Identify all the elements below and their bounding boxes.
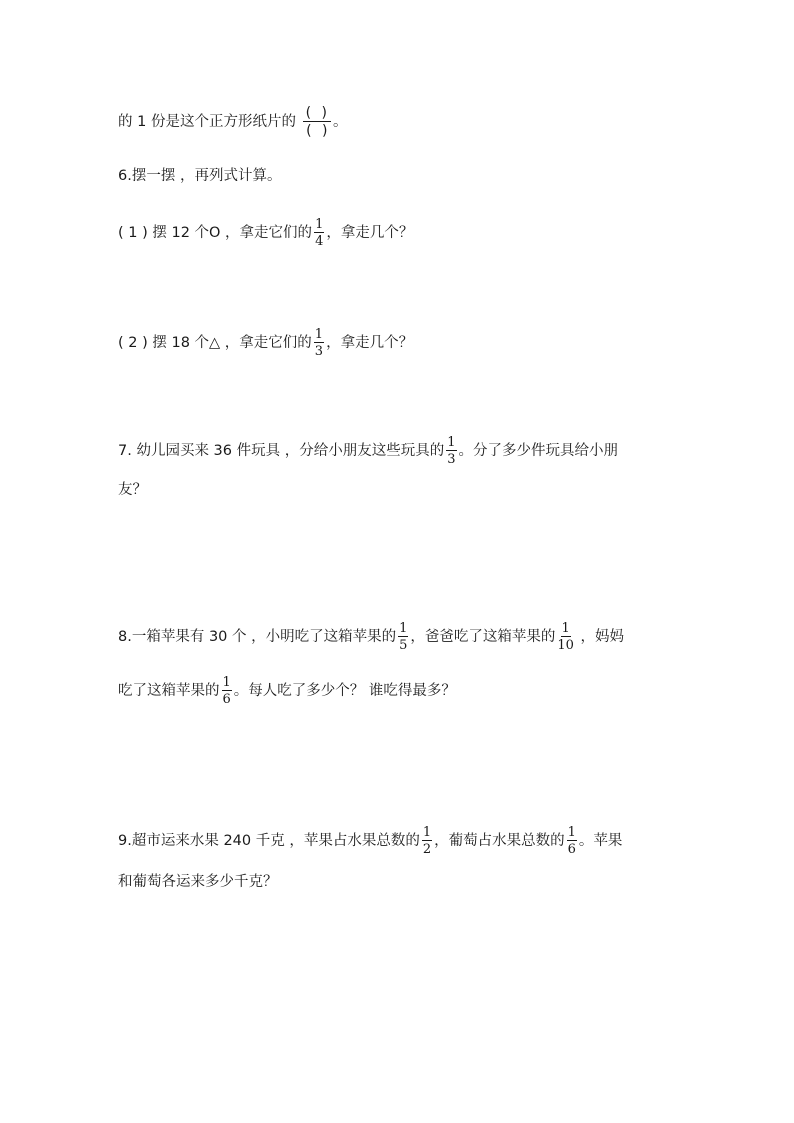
fraction-denominator: 3 (447, 452, 456, 467)
q5-tail-end: 。 (332, 114, 348, 130)
q6-part2-pre: ( 2 ) 摆 18 个△ ，拿走它们的 (118, 335, 312, 351)
fraction-numerator: 1 (222, 675, 231, 690)
q9-mid: ，葡萄占水果总数的 (434, 833, 565, 849)
fraction-numerator: 1 (567, 825, 576, 840)
blank-denominator[interactable]: ( ) (306, 123, 331, 139)
q9-line1 (118, 826, 622, 856)
fraction-numerator: 1 (422, 825, 432, 840)
fraction-numerator: 1 (314, 327, 324, 342)
q6-part2-post: ，拿走几个？ (326, 335, 414, 351)
q9-post: 。苹果 (578, 833, 623, 849)
q8-line1 (118, 622, 624, 652)
q8-line2 (118, 676, 456, 706)
fraction-numerator: 1 (561, 621, 570, 636)
fraction-numerator: 1 (399, 621, 408, 636)
q6-title: 6.摆一摆 ，再列式计算。 (118, 168, 282, 184)
fraction-one-sixth (567, 826, 577, 856)
q6-part1 (118, 218, 413, 248)
fraction-one-sixth (222, 676, 232, 706)
blank-numerator[interactable]: ( ) (303, 106, 331, 122)
q9-pre: 9.超市运来水果 240 千克 ，苹果占水果总数的 (118, 833, 420, 849)
fraction-denominator: 10 (557, 638, 574, 653)
q7-line2: 友？ (118, 482, 147, 498)
q8-mid: ，爸爸吃了这箱苹果的 (410, 629, 556, 645)
q5-tail-text: 的 1 份是这个正方形纸片的 (118, 114, 296, 130)
fraction-one-quarter (314, 218, 324, 248)
fraction-denominator: 6 (567, 842, 576, 857)
fraction-one-tenth (557, 622, 574, 652)
fraction-numerator: 1 (315, 217, 324, 232)
fraction-denominator: 4 (315, 234, 324, 249)
fraction-one-half (422, 826, 432, 856)
q8-line2-pre: 吃了这箱苹果的 (118, 683, 220, 699)
q9-line2: 和葡萄各运来多少千克？ (118, 874, 278, 890)
fraction-numerator: 1 (447, 435, 456, 450)
fraction-denominator: 5 (399, 638, 408, 653)
fraction-one-third (314, 328, 324, 358)
q7-pre: 7. 幼儿园买来 36 件玩具 ，分给小朋友这些玩具的 (118, 443, 445, 459)
q6-part1-pre: ( 1 ) 摆 12 个Ο ，拿走它们的 (118, 225, 313, 241)
q8-post: ，妈妈 (575, 629, 625, 645)
q7-line1 (118, 436, 618, 466)
fraction-denominator: 6 (222, 692, 231, 707)
q6-part1-post: ，拿走几个？ (326, 225, 414, 241)
q8-line2-post: 。每人吃了多少个？ 谁吃得最多？ (233, 683, 456, 699)
answer-blank-fraction[interactable] (303, 106, 331, 138)
fraction-denominator: 2 (422, 842, 432, 857)
fraction-one-third (446, 436, 456, 466)
fraction-denominator: 3 (314, 344, 324, 359)
q6-part2 (118, 328, 413, 358)
q5-tail-line (118, 106, 347, 138)
q7-post: 。分了多少件玩具给小朋 (458, 443, 619, 459)
fraction-one-fifth (398, 622, 408, 652)
q8-pre: 8.一箱苹果有 30 个 ，小明吃了这箱苹果的 (118, 629, 397, 645)
